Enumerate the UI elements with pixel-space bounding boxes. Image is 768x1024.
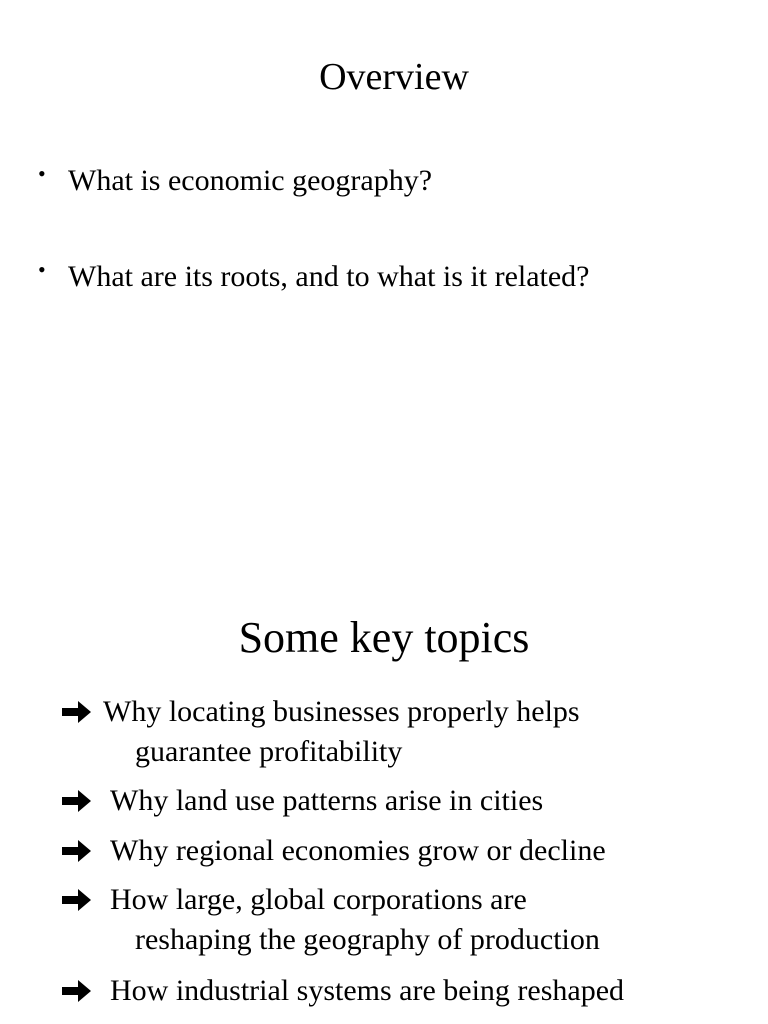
slide-key-topics [0, 560, 768, 1024]
right-arrow-icon [60, 692, 94, 732]
bullet-text: What is economic geography? [68, 164, 433, 197]
topic-text: How large, global corporations are [110, 883, 527, 916]
topic-text: Why regional economies grow or decline [110, 834, 606, 867]
right-arrow-icon [60, 971, 94, 1011]
bullet-dot-icon: • [38, 161, 46, 186]
slide-title: Some key topics [238, 613, 530, 662]
slide-title: Overview [319, 56, 469, 98]
topic-text-continued: guarantee profitability [135, 735, 403, 768]
topic-text: Why land use patterns arise in cities [110, 784, 544, 817]
topic-text-continued: reshaping the geography of production [135, 923, 600, 956]
right-arrow-icon [60, 831, 94, 871]
topic-text: How industrial systems are being reshaped [110, 974, 625, 1007]
right-arrow-icon [60, 880, 94, 920]
right-arrow-icon [60, 781, 94, 821]
bullet-text: What are its roots, and to what is it related? [68, 260, 590, 293]
topic-text: Why locating businesses properly helps [103, 695, 580, 728]
bullet-dot-icon: • [38, 257, 46, 282]
